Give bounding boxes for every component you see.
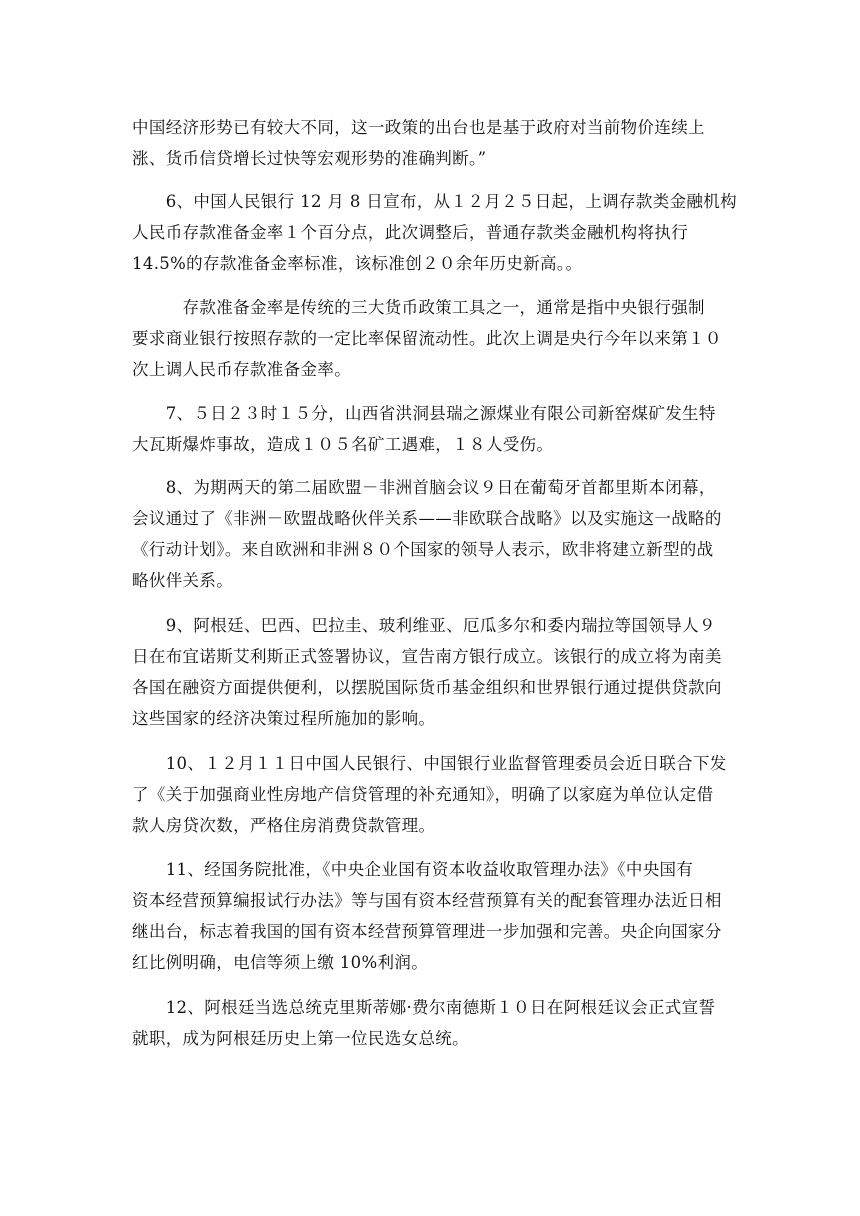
text-line: 7、５日２３时１５分，山西省洪洞县瑞之源煤业有限公司新窑煤矿发生特 (132, 404, 716, 423)
paragraph-item-9 (132, 610, 732, 734)
paragraph-economic-situation (132, 112, 732, 174)
text-line: 12、阿根廷当选总统克里斯蒂娜·费尔南德斯１０日在阿根廷议会正式宣誓 (132, 998, 716, 1017)
text-line: 次上调人民币存款准备金率。 (132, 360, 352, 379)
text-line: 6、中国人民银行 12 月 8 日宣布，从１２月２５日起，上调存款类金融机构 (132, 192, 737, 211)
text-line: 这些国家的经济决策过程所施加的影响。 (132, 709, 436, 728)
text-line: 会议通过了《非洲－欧盟战略伙伴关系——非欧联合战略》以及实施这一战略的 (132, 509, 722, 528)
text-line: 各国在融资方面提供便利，以摆脱国际货币基金组织和世界银行通过提供贷款向 (132, 678, 722, 697)
paragraph-reserve-ratio (132, 292, 732, 385)
text-line: 中国经济形势已有较大不同，这一政策的出台也是基于政府对当前物价连续上 (132, 118, 705, 137)
text-line: 红比例明确，电信等须上缴 10%利润。 (132, 953, 429, 972)
text-line: 略伙伴关系。 (132, 571, 234, 590)
text-line: 就职，成为阿根廷历史上第一位民选女总统。 (132, 1029, 469, 1048)
text-line: 8、为期两天的第二届欧盟－非洲首脑会议９日在葡萄牙首都里斯本闭幕， (132, 478, 716, 497)
text-line: 要求商业银行按照存款的一定比率保留流动性。此次上调是央行今年以来第１０ (132, 329, 722, 348)
paragraph-item-11 (132, 854, 732, 978)
text-line: 存款准备金率是传统的三大货币政策工具之一，通常是指中央银行强制 (132, 298, 705, 317)
text-line: 大瓦斯爆炸事故，造成１０５名矿工遇难，１８人受伤。 (132, 435, 554, 454)
paragraph-item-8 (132, 472, 732, 596)
text-line: 资本经营预算编报试行办法》等与国有资本经营预算有关的配套管理办法近日相 (132, 891, 722, 910)
text-line: 人民币存款准备金率１个百分点，此次调整后，普通存款类金融机构将执行 (132, 223, 689, 242)
text-line: 10、１２月１１日中国人民银行、中国银行业监督管理委员会近日联合下发 (132, 754, 727, 773)
text-line: 涨、货币信贷增长过快等宏观形势的准确判断。” (132, 149, 487, 168)
paragraph-item-12 (132, 992, 732, 1054)
text-line: 11、经国务院批准，《中央企业国有资本收益收取管理办法》《中央国有 (132, 860, 694, 879)
text-line: 款人房贷次数，严格住房消费贷款管理。 (132, 816, 436, 835)
text-line: 日在布宜诺斯艾利斯正式签署协议，宣告南方银行成立。该银行的成立将为南美 (132, 647, 722, 666)
text-line: 了《关于加强商业性房地产信贷管理的补充通知》，明确了以家庭为单位认定借 (132, 785, 714, 804)
paragraph-item-10 (132, 748, 732, 841)
text-line: 9、阿根廷、巴西、巴拉圭、玻利维亚、厄瓜多尔和委内瑞拉等国领导人９ (132, 616, 716, 635)
paragraph-item-6 (132, 186, 737, 279)
text-line: 14.5%的存款准备金率标准，该标准创２０余年历史新高。。 (132, 254, 583, 273)
text-line: 继出台，标志着我国的国有资本经营预算管理进一步加强和完善。央企向国家分 (132, 922, 722, 941)
paragraph-item-7 (132, 398, 732, 460)
text-line: 《行动计划》。来自欧洲和非洲８０个国家的领导人表示，欧非将建立新型的战 (132, 540, 714, 559)
